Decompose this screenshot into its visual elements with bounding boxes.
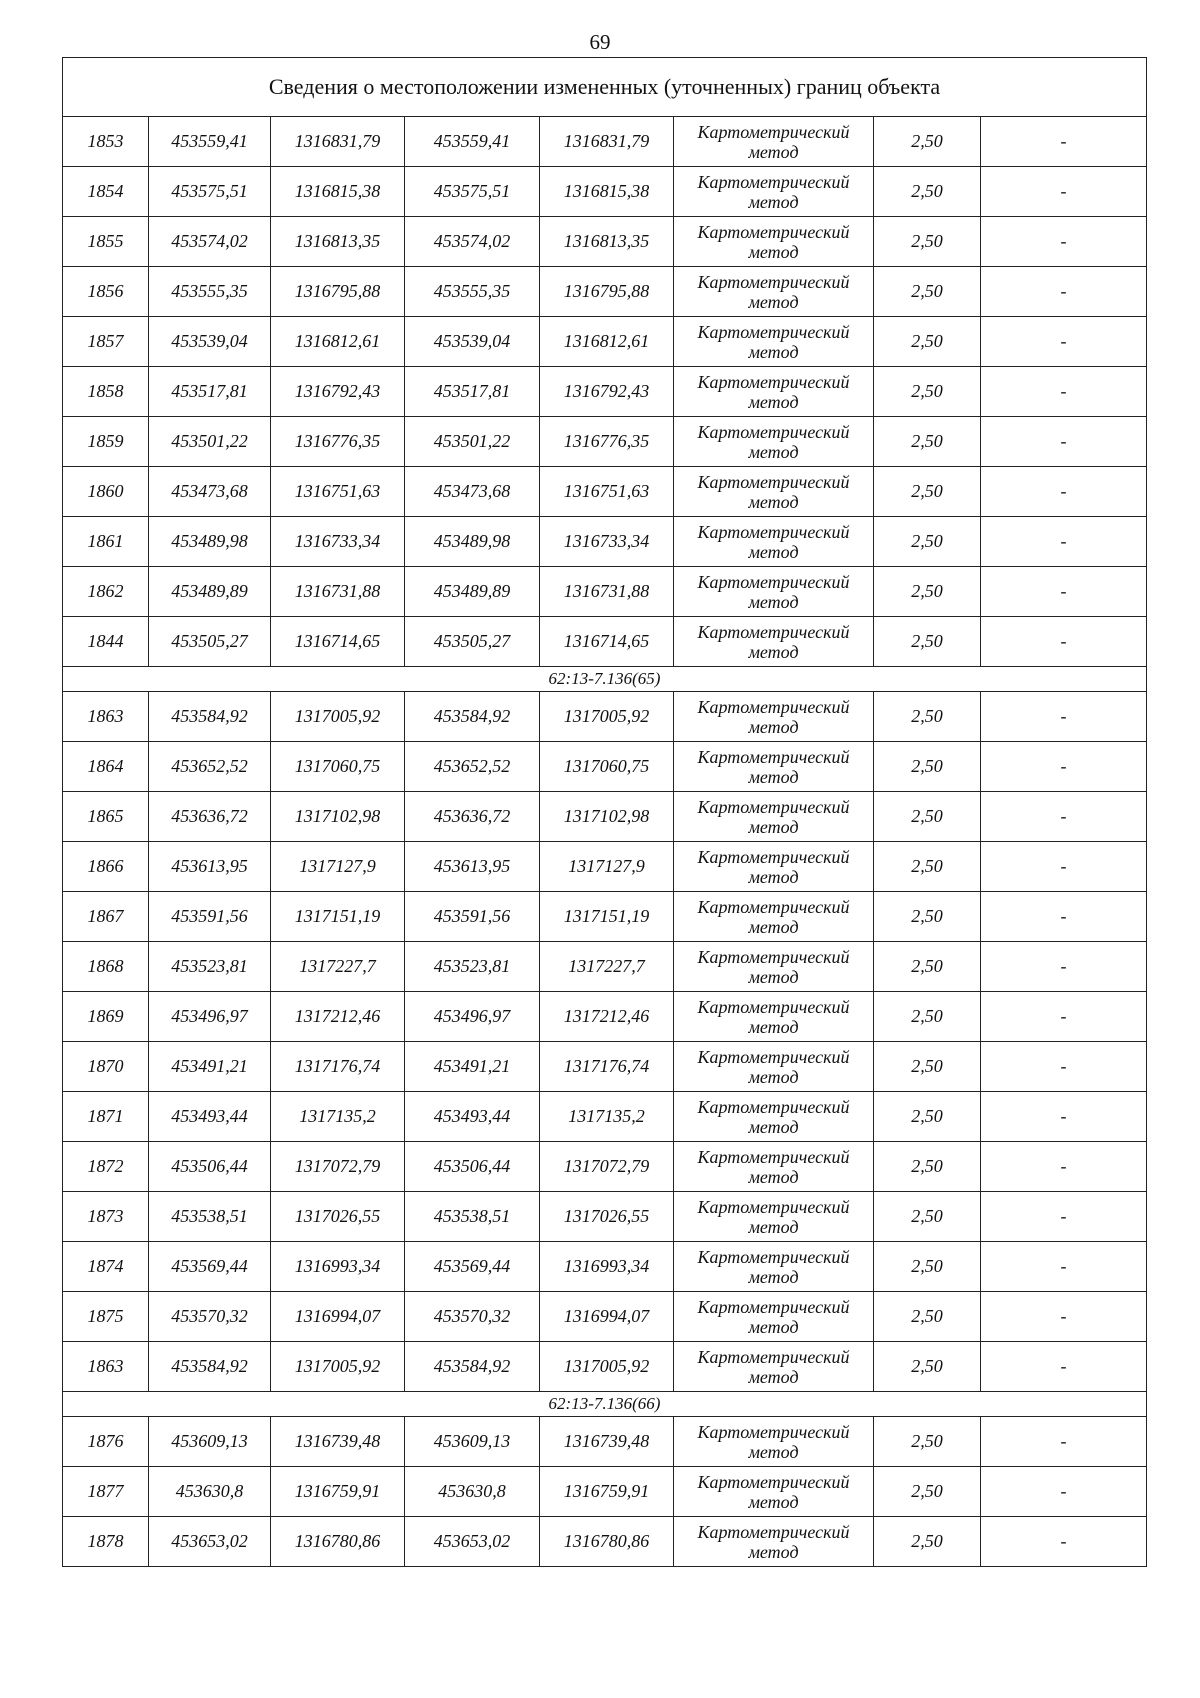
refined-x-cell: 453505,27 [405, 617, 540, 667]
refined-y-cell: 1317005,92 [540, 692, 674, 742]
existing-x-cell: 453613,95 [149, 842, 271, 892]
note-cell: - [981, 1292, 1147, 1342]
table-title-row [63, 58, 1147, 117]
note-cell: - [981, 1517, 1147, 1567]
method-cell: Картометрический метод [674, 992, 874, 1042]
error-cell: 2,50 [874, 1342, 981, 1392]
refined-y-cell: 1316733,34 [540, 517, 674, 567]
refined-x-cell: 453584,92 [405, 1342, 540, 1392]
error-cell: 2,50 [874, 267, 981, 317]
existing-x-cell: 453609,13 [149, 1417, 271, 1467]
method-cell: Картометрический метод [674, 892, 874, 942]
table-row [63, 267, 1147, 317]
existing-y-cell: 1316739,48 [271, 1417, 405, 1467]
existing-x-cell: 453491,21 [149, 1042, 271, 1092]
point-number-cell: 1863 [63, 1342, 149, 1392]
refined-x-cell: 453489,98 [405, 517, 540, 567]
refined-x-cell: 453652,52 [405, 742, 540, 792]
table-row [63, 1342, 1147, 1392]
refined-x-cell: 453636,72 [405, 792, 540, 842]
table-row [63, 892, 1147, 942]
note-cell: - [981, 267, 1147, 317]
method-cell: Картометрический метод [674, 842, 874, 892]
boundary-coordinates-table [62, 57, 1147, 1567]
note-cell: - [981, 942, 1147, 992]
refined-x-cell: 453493,44 [405, 1092, 540, 1142]
note-cell: - [981, 1042, 1147, 1092]
existing-y-cell: 1316993,34 [271, 1242, 405, 1292]
existing-x-cell: 453539,04 [149, 317, 271, 367]
existing-y-cell: 1317005,92 [271, 1342, 405, 1392]
refined-x-cell: 453555,35 [405, 267, 540, 317]
note-cell: - [981, 367, 1147, 417]
refined-y-cell: 1316831,79 [540, 117, 674, 167]
refined-x-cell: 453496,97 [405, 992, 540, 1042]
method-cell: Картометрический метод [674, 1517, 874, 1567]
existing-y-cell: 1316731,88 [271, 567, 405, 617]
existing-y-cell: 1317072,79 [271, 1142, 405, 1192]
refined-x-cell: 453523,81 [405, 942, 540, 992]
table-row [63, 1142, 1147, 1192]
point-number-cell: 1872 [63, 1142, 149, 1192]
refined-y-cell: 1317127,9 [540, 842, 674, 892]
point-number-cell: 1873 [63, 1192, 149, 1242]
table-row [63, 1467, 1147, 1517]
existing-y-cell: 1316994,07 [271, 1292, 405, 1342]
refined-y-cell: 1316780,86 [540, 1517, 674, 1567]
point-number-cell: 1870 [63, 1042, 149, 1092]
existing-y-cell: 1317135,2 [271, 1092, 405, 1142]
refined-x-cell: 453591,56 [405, 892, 540, 942]
table-row [63, 942, 1147, 992]
existing-y-cell: 1317026,55 [271, 1192, 405, 1242]
table-row [63, 217, 1147, 267]
existing-y-cell: 1316812,61 [271, 317, 405, 367]
existing-x-cell: 453636,72 [149, 792, 271, 842]
table-row [63, 417, 1147, 467]
error-cell: 2,50 [874, 692, 981, 742]
error-cell: 2,50 [874, 167, 981, 217]
method-cell: Картометрический метод [674, 1242, 874, 1292]
table-row [63, 517, 1147, 567]
existing-y-cell: 1316813,35 [271, 217, 405, 267]
method-cell: Картометрический метод [674, 317, 874, 367]
refined-y-cell: 1317060,75 [540, 742, 674, 792]
refined-y-cell: 1317026,55 [540, 1192, 674, 1242]
method-cell: Картометрический метод [674, 117, 874, 167]
existing-x-cell: 453653,02 [149, 1517, 271, 1567]
error-cell: 2,50 [874, 567, 981, 617]
method-cell: Картометрический метод [674, 167, 874, 217]
note-cell: - [981, 417, 1147, 467]
refined-y-cell: 1316994,07 [540, 1292, 674, 1342]
table-row [63, 742, 1147, 792]
error-cell: 2,50 [874, 367, 981, 417]
refined-x-cell: 453575,51 [405, 167, 540, 217]
section-label: 62:13-7.136(66) [63, 1392, 1147, 1417]
table-row [63, 367, 1147, 417]
existing-x-cell: 453505,27 [149, 617, 271, 667]
table-row [63, 992, 1147, 1042]
refined-y-cell: 1316812,61 [540, 317, 674, 367]
method-cell: Картометрический метод [674, 942, 874, 992]
existing-x-cell: 453506,44 [149, 1142, 271, 1192]
refined-x-cell: 453506,44 [405, 1142, 540, 1192]
error-cell: 2,50 [874, 617, 981, 667]
point-number-cell: 1863 [63, 692, 149, 742]
refined-y-cell: 1317072,79 [540, 1142, 674, 1192]
table-row [63, 1517, 1147, 1567]
point-number-cell: 1875 [63, 1292, 149, 1342]
refined-y-cell: 1317135,2 [540, 1092, 674, 1142]
method-cell: Картометрический метод [674, 692, 874, 742]
existing-y-cell: 1317212,46 [271, 992, 405, 1042]
existing-x-cell: 453570,32 [149, 1292, 271, 1342]
page-number: 69 [589, 30, 611, 54]
existing-y-cell: 1316751,63 [271, 467, 405, 517]
error-cell: 2,50 [874, 1467, 981, 1517]
note-cell: - [981, 1092, 1147, 1142]
refined-y-cell: 1317151,19 [540, 892, 674, 942]
method-cell: Картометрический метод [674, 792, 874, 842]
note-cell: - [981, 1242, 1147, 1292]
existing-y-cell: 1317127,9 [271, 842, 405, 892]
table-row [63, 1192, 1147, 1242]
existing-x-cell: 453591,56 [149, 892, 271, 942]
existing-y-cell: 1317102,98 [271, 792, 405, 842]
note-cell: - [981, 467, 1147, 517]
point-number-cell: 1864 [63, 742, 149, 792]
error-cell: 2,50 [874, 217, 981, 267]
refined-x-cell: 453609,13 [405, 1417, 540, 1467]
error-cell: 2,50 [874, 1517, 981, 1567]
error-cell: 2,50 [874, 1042, 981, 1092]
table-row [63, 317, 1147, 367]
error-cell: 2,50 [874, 942, 981, 992]
error-cell: 2,50 [874, 1142, 981, 1192]
point-number-cell: 1867 [63, 892, 149, 942]
point-number-cell: 1861 [63, 517, 149, 567]
refined-x-cell: 453569,44 [405, 1242, 540, 1292]
point-number-cell: 1878 [63, 1517, 149, 1567]
refined-y-cell: 1316731,88 [540, 567, 674, 617]
error-cell: 2,50 [874, 1192, 981, 1242]
existing-x-cell: 453489,98 [149, 517, 271, 567]
method-cell: Картометрический метод [674, 1192, 874, 1242]
point-number-cell: 1853 [63, 117, 149, 167]
section-header-row [63, 667, 1147, 692]
refined-x-cell: 453539,04 [405, 317, 540, 367]
existing-y-cell: 1316759,91 [271, 1467, 405, 1517]
error-cell: 2,50 [874, 1292, 981, 1342]
error-cell: 2,50 [874, 992, 981, 1042]
refined-y-cell: 1316795,88 [540, 267, 674, 317]
existing-x-cell: 453489,89 [149, 567, 271, 617]
error-cell: 2,50 [874, 1417, 981, 1467]
method-cell: Картометрический метод [674, 1417, 874, 1467]
note-cell: - [981, 1417, 1147, 1467]
table-row [63, 842, 1147, 892]
method-cell: Картометрический метод [674, 617, 874, 667]
existing-y-cell: 1316831,79 [271, 117, 405, 167]
existing-x-cell: 453523,81 [149, 942, 271, 992]
point-number-cell: 1874 [63, 1242, 149, 1292]
method-cell: Картометрический метод [674, 417, 874, 467]
note-cell: - [981, 517, 1147, 567]
existing-y-cell: 1316780,86 [271, 1517, 405, 1567]
point-number-cell: 1856 [63, 267, 149, 317]
method-cell: Картометрический метод [674, 267, 874, 317]
point-number-cell: 1876 [63, 1417, 149, 1467]
existing-y-cell: 1317176,74 [271, 1042, 405, 1092]
error-cell: 2,50 [874, 792, 981, 842]
refined-x-cell: 453489,89 [405, 567, 540, 617]
point-number-cell: 1868 [63, 942, 149, 992]
point-number-cell: 1865 [63, 792, 149, 842]
existing-y-cell: 1316776,35 [271, 417, 405, 467]
point-number-cell: 1871 [63, 1092, 149, 1142]
note-cell: - [981, 217, 1147, 267]
table-row [63, 1092, 1147, 1142]
table-row [63, 167, 1147, 217]
refined-y-cell: 1316751,63 [540, 467, 674, 517]
note-cell: - [981, 317, 1147, 367]
point-number-cell: 1844 [63, 617, 149, 667]
existing-y-cell: 1316792,43 [271, 367, 405, 417]
note-cell: - [981, 692, 1147, 742]
section-label: 62:13-7.136(65) [63, 667, 1147, 692]
refined-x-cell: 453501,22 [405, 417, 540, 467]
existing-y-cell: 1316733,34 [271, 517, 405, 567]
table-row [63, 1042, 1147, 1092]
existing-x-cell: 453574,02 [149, 217, 271, 267]
error-cell: 2,50 [874, 467, 981, 517]
note-cell: - [981, 992, 1147, 1042]
refined-y-cell: 1316993,34 [540, 1242, 674, 1292]
existing-x-cell: 453559,41 [149, 117, 271, 167]
existing-x-cell: 453555,35 [149, 267, 271, 317]
table-row [63, 692, 1147, 742]
refined-y-cell: 1317176,74 [540, 1042, 674, 1092]
note-cell: - [981, 892, 1147, 942]
note-cell: - [981, 117, 1147, 167]
refined-y-cell: 1316739,48 [540, 1417, 674, 1467]
table-row [63, 617, 1147, 667]
existing-x-cell: 453584,92 [149, 692, 271, 742]
table-row [63, 1417, 1147, 1467]
existing-x-cell: 453575,51 [149, 167, 271, 217]
refined-y-cell: 1317005,92 [540, 1342, 674, 1392]
existing-x-cell: 453569,44 [149, 1242, 271, 1292]
note-cell: - [981, 1342, 1147, 1392]
point-number-cell: 1866 [63, 842, 149, 892]
method-cell: Картометрический метод [674, 517, 874, 567]
error-cell: 2,50 [874, 517, 981, 567]
table-row [63, 567, 1147, 617]
error-cell: 2,50 [874, 1092, 981, 1142]
existing-x-cell: 453584,92 [149, 1342, 271, 1392]
table-title: Сведения о местоположении измененных (уточненных) границ объекта [63, 58, 1147, 117]
existing-x-cell: 453538,51 [149, 1192, 271, 1242]
existing-y-cell: 1317151,19 [271, 892, 405, 942]
refined-y-cell: 1316759,91 [540, 1467, 674, 1517]
refined-y-cell: 1316792,43 [540, 367, 674, 417]
note-cell: - [981, 1467, 1147, 1517]
method-cell: Картометрический метод [674, 1467, 874, 1517]
existing-x-cell: 453473,68 [149, 467, 271, 517]
refined-y-cell: 1316815,38 [540, 167, 674, 217]
method-cell: Картометрический метод [674, 367, 874, 417]
existing-x-cell: 453493,44 [149, 1092, 271, 1142]
note-cell: - [981, 1192, 1147, 1242]
existing-y-cell: 1317227,7 [271, 942, 405, 992]
method-cell: Картометрический метод [674, 1092, 874, 1142]
error-cell: 2,50 [874, 317, 981, 367]
refined-x-cell: 453570,32 [405, 1292, 540, 1342]
refined-y-cell: 1316813,35 [540, 217, 674, 267]
refined-x-cell: 453630,8 [405, 1467, 540, 1517]
point-number-cell: 1857 [63, 317, 149, 367]
refined-x-cell: 453584,92 [405, 692, 540, 742]
existing-x-cell: 453501,22 [149, 417, 271, 467]
note-cell: - [981, 167, 1147, 217]
existing-y-cell: 1317005,92 [271, 692, 405, 742]
existing-y-cell: 1316815,38 [271, 167, 405, 217]
refined-x-cell: 453559,41 [405, 117, 540, 167]
error-cell: 2,50 [874, 842, 981, 892]
note-cell: - [981, 842, 1147, 892]
refined-x-cell: 453653,02 [405, 1517, 540, 1567]
existing-y-cell: 1316795,88 [271, 267, 405, 317]
table-row [63, 1242, 1147, 1292]
existing-y-cell: 1316714,65 [271, 617, 405, 667]
method-cell: Картометрический метод [674, 1142, 874, 1192]
note-cell: - [981, 792, 1147, 842]
method-cell: Картометрический метод [674, 1292, 874, 1342]
method-cell: Картометрический метод [674, 467, 874, 517]
existing-x-cell: 453652,52 [149, 742, 271, 792]
refined-x-cell: 453574,02 [405, 217, 540, 267]
note-cell: - [981, 617, 1147, 667]
existing-x-cell: 453517,81 [149, 367, 271, 417]
existing-x-cell: 453496,97 [149, 992, 271, 1042]
table-row [63, 792, 1147, 842]
refined-y-cell: 1317212,46 [540, 992, 674, 1042]
point-number-cell: 1869 [63, 992, 149, 1042]
existing-y-cell: 1317060,75 [271, 742, 405, 792]
refined-x-cell: 453613,95 [405, 842, 540, 892]
refined-y-cell: 1316776,35 [540, 417, 674, 467]
table-row [63, 1292, 1147, 1342]
point-number-cell: 1859 [63, 417, 149, 467]
note-cell: - [981, 567, 1147, 617]
table-row [63, 117, 1147, 167]
error-cell: 2,50 [874, 1242, 981, 1292]
point-number-cell: 1877 [63, 1467, 149, 1517]
method-cell: Картометрический метод [674, 567, 874, 617]
error-cell: 2,50 [874, 742, 981, 792]
refined-y-cell: 1316714,65 [540, 617, 674, 667]
note-cell: - [981, 742, 1147, 792]
point-number-cell: 1862 [63, 567, 149, 617]
note-cell: - [981, 1142, 1147, 1192]
method-cell: Картометрический метод [674, 1042, 874, 1092]
point-number-cell: 1855 [63, 217, 149, 267]
refined-x-cell: 453473,68 [405, 467, 540, 517]
section-header-row [63, 1392, 1147, 1417]
error-cell: 2,50 [874, 117, 981, 167]
point-number-cell: 1858 [63, 367, 149, 417]
refined-y-cell: 1317102,98 [540, 792, 674, 842]
error-cell: 2,50 [874, 417, 981, 467]
point-number-cell: 1860 [63, 467, 149, 517]
method-cell: Картометрический метод [674, 1342, 874, 1392]
refined-x-cell: 453491,21 [405, 1042, 540, 1092]
refined-x-cell: 453538,51 [405, 1192, 540, 1242]
existing-x-cell: 453630,8 [149, 1467, 271, 1517]
error-cell: 2,50 [874, 892, 981, 942]
refined-y-cell: 1317227,7 [540, 942, 674, 992]
method-cell: Картометрический метод [674, 217, 874, 267]
refined-x-cell: 453517,81 [405, 367, 540, 417]
method-cell: Картометрический метод [674, 742, 874, 792]
table-row [63, 467, 1147, 517]
point-number-cell: 1854 [63, 167, 149, 217]
